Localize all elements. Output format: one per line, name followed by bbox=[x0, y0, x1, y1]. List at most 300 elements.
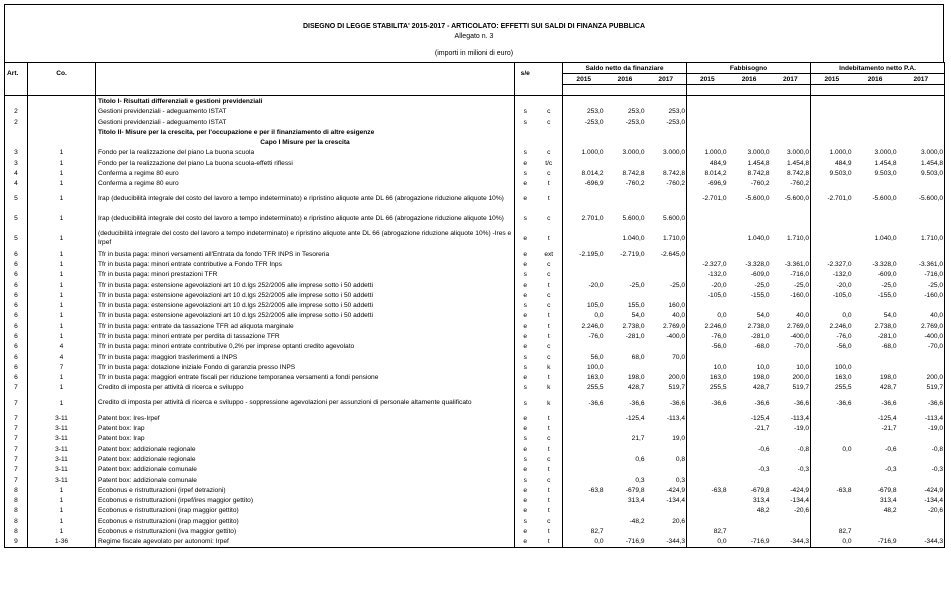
table-row bbox=[5, 496, 945, 506]
cell-value bbox=[563, 475, 605, 485]
cell-value bbox=[687, 127, 728, 137]
cell-art: 7 bbox=[5, 444, 28, 454]
cell-value: 519,7 bbox=[646, 383, 687, 393]
cell-value: -679,8 bbox=[750, 486, 770, 494]
cell-value bbox=[728, 300, 771, 310]
cell-description: Patent box: Irap bbox=[96, 423, 515, 433]
cell-value: 1.040,0 bbox=[874, 235, 897, 243]
cell-value: -25,0 bbox=[881, 281, 897, 289]
cell-type: t bbox=[536, 496, 563, 506]
cell-type: t/c bbox=[536, 158, 563, 168]
cell-value: 253,0 bbox=[646, 107, 687, 117]
cell-value: 0,0 bbox=[842, 445, 852, 453]
table-row bbox=[5, 342, 945, 352]
cell-se: e bbox=[523, 195, 528, 203]
cell-se: s bbox=[523, 476, 527, 484]
cell-co bbox=[28, 117, 96, 127]
cell-value bbox=[563, 270, 605, 280]
cell-type: t bbox=[536, 229, 563, 249]
cell-value: -281,0 bbox=[625, 332, 645, 340]
cell-value bbox=[687, 96, 728, 107]
cell-value: -36,6 bbox=[771, 393, 811, 413]
cell-co bbox=[28, 96, 96, 107]
cell-value: 19,0 bbox=[646, 434, 687, 444]
cell-value bbox=[898, 96, 945, 107]
cell-value bbox=[771, 137, 811, 147]
header-year: 2016 bbox=[605, 74, 646, 85]
cell-value bbox=[728, 526, 771, 536]
effects-table bbox=[4, 62, 945, 548]
header-co: Co. bbox=[28, 63, 96, 85]
cell-value bbox=[563, 189, 605, 209]
cell-value bbox=[728, 352, 771, 362]
cell-type: k bbox=[536, 362, 563, 372]
table-row bbox=[5, 259, 945, 269]
cell-art: 7 bbox=[5, 454, 28, 464]
cell-se: s bbox=[523, 399, 527, 407]
cell-value: 1.000,0 bbox=[581, 149, 604, 157]
cell-value: 0,0 bbox=[717, 312, 727, 320]
cell-value bbox=[605, 127, 646, 137]
cell-co: 1 bbox=[28, 300, 96, 310]
cell-value bbox=[605, 137, 646, 147]
cell-co: 3-11 bbox=[28, 475, 96, 485]
cell-description: Tfr in busta paga: minori entrate per perdita di tassazione TFR bbox=[96, 331, 515, 341]
cell-art: 5 bbox=[5, 229, 28, 249]
cell-value bbox=[646, 158, 687, 168]
cell-value: 1.454,8 bbox=[747, 159, 770, 167]
cell-value: -21,7 bbox=[754, 425, 770, 433]
cell-se: s bbox=[523, 149, 527, 157]
cell-value: -3.361,0 bbox=[771, 259, 811, 269]
cell-se: e bbox=[523, 332, 528, 340]
cell-value bbox=[563, 96, 605, 107]
cell-description: Regime fiscale agevolato per autonomi: Irpef bbox=[96, 537, 515, 548]
cell-value: 100,0 bbox=[586, 363, 604, 371]
cell-value bbox=[563, 444, 605, 454]
cell-value: -400,0 bbox=[771, 331, 811, 341]
cell-value: 48,2 bbox=[756, 507, 770, 515]
header-indebitamento: Indebitamento netto P.A. bbox=[811, 63, 945, 74]
cell-value: -19,0 bbox=[771, 423, 811, 433]
cell-value: -2.327,0 bbox=[827, 260, 852, 268]
cell-value: 2.769,0 bbox=[898, 321, 945, 331]
cell-co: 1 bbox=[28, 526, 96, 536]
cell-value: -76,0 bbox=[836, 332, 852, 340]
cell-value: 163,0 bbox=[835, 374, 852, 382]
cell-description: Conferma a regime 80 euro bbox=[96, 168, 515, 178]
cell-value: 313,4 bbox=[880, 497, 897, 505]
cell-description: Tfr in busta paga: minori entrate contributive a Fondo TFR Inps bbox=[96, 259, 515, 269]
cell-value: -253,0 bbox=[646, 117, 687, 127]
cell-value: 9.503,0 bbox=[829, 170, 852, 178]
cell-value: -132,0 bbox=[832, 271, 852, 279]
table-row bbox=[5, 168, 945, 178]
cell-value: 5.600,0 bbox=[646, 209, 687, 229]
cell-description: Tfr in busta paga: maggiori trasferimenti a INPS bbox=[96, 352, 515, 362]
cell-value: 3.000,0 bbox=[874, 149, 897, 157]
cell-value: -424,9 bbox=[771, 485, 811, 495]
cell-value: -344,3 bbox=[646, 537, 687, 548]
cell-value: -344,3 bbox=[771, 537, 811, 548]
cell-type: c bbox=[536, 342, 563, 352]
title-block bbox=[4, 4, 944, 62]
cell-value: -155,0 bbox=[750, 291, 770, 299]
cell-type: c bbox=[536, 290, 563, 300]
header-year: 2015 bbox=[687, 74, 728, 85]
cell-value: 428,7 bbox=[753, 384, 770, 392]
cell-value: 1.710,0 bbox=[898, 229, 945, 249]
cell-value bbox=[728, 249, 771, 259]
cell-value bbox=[605, 290, 646, 300]
cell-value bbox=[563, 413, 605, 423]
cell-value bbox=[811, 352, 853, 362]
cell-value: 10,0 bbox=[713, 363, 727, 371]
cell-value: -36,6 bbox=[629, 399, 645, 407]
cell-type: c bbox=[536, 168, 563, 178]
cell-value: -424,9 bbox=[898, 485, 945, 495]
cell-value: -5.600,0 bbox=[898, 189, 945, 209]
header-year: 2016 bbox=[728, 74, 771, 85]
cell-value: 8.742,8 bbox=[747, 170, 770, 178]
cell-se: e bbox=[523, 312, 528, 320]
cell-value: 2.246,0 bbox=[581, 322, 604, 330]
cell-se: e bbox=[523, 414, 528, 422]
cell-value: -20,0 bbox=[588, 281, 604, 289]
cell-description: Credito di imposta per attività di ricerca e sviluppo bbox=[96, 383, 515, 393]
cell-value bbox=[771, 475, 811, 485]
cell-value: -2.195,0 bbox=[579, 250, 604, 258]
cell-value: -63,8 bbox=[711, 486, 727, 494]
cell-value: -0,6 bbox=[885, 445, 897, 453]
cell-value bbox=[687, 506, 728, 516]
cell-type: c bbox=[536, 454, 563, 464]
cell-value: -760,2 bbox=[771, 179, 811, 189]
cell-value bbox=[771, 352, 811, 362]
cell-value bbox=[771, 117, 811, 127]
cell-co: 1 bbox=[28, 321, 96, 331]
cell-type: t bbox=[536, 526, 563, 536]
cell-art: 7 bbox=[5, 475, 28, 485]
cell-description: (deducibilità integrale del costo del lavoro a tempo indeterminato) e ripristino aliquote ante DL 66 (abrogazione riduzione aliquote 10%) -Ires e Irpef bbox=[96, 229, 515, 249]
cell-type bbox=[536, 96, 563, 107]
cell-value bbox=[853, 300, 898, 310]
cell-value: -609,0 bbox=[877, 271, 897, 279]
cell-value bbox=[646, 423, 687, 433]
cell-art: 8 bbox=[5, 485, 28, 495]
cell-art: 4 bbox=[5, 168, 28, 178]
cell-value: -160,0 bbox=[771, 290, 811, 300]
cell-description: Patent box: Irap bbox=[96, 434, 515, 444]
cell-art: 6 bbox=[5, 352, 28, 362]
cell-value bbox=[898, 137, 945, 147]
cell-description: Ecobonus e ristrutturazioni (irap maggior gettito) bbox=[96, 516, 515, 526]
cell-value: 1.454,8 bbox=[771, 158, 811, 168]
cell-value: 255,5 bbox=[710, 384, 727, 392]
cell-art: 2 bbox=[5, 107, 28, 117]
cell-co: 1 bbox=[28, 373, 96, 383]
cell-value: 163,0 bbox=[586, 374, 604, 382]
cell-type: c bbox=[536, 259, 563, 269]
table-row bbox=[5, 189, 945, 209]
cell-value bbox=[771, 209, 811, 229]
cell-value: 2.738,0 bbox=[622, 322, 645, 330]
cell-value: -696,9 bbox=[707, 180, 727, 188]
cell-art: 6 bbox=[5, 270, 28, 280]
cell-value bbox=[728, 117, 771, 127]
cell-value: -36,6 bbox=[881, 399, 897, 407]
cell-value: 0,8 bbox=[646, 454, 687, 464]
cell-value: -20,6 bbox=[898, 506, 945, 516]
cell-value: -25,0 bbox=[771, 280, 811, 290]
cell-description: Conferma a regime 80 euro bbox=[96, 179, 515, 189]
cell-type: t bbox=[536, 465, 563, 475]
cell-value: -20,6 bbox=[771, 506, 811, 516]
cell-value bbox=[646, 342, 687, 352]
cell-value bbox=[811, 475, 853, 485]
cell-value: 40,0 bbox=[771, 311, 811, 321]
table-row bbox=[5, 117, 945, 127]
cell-value: 9.503,0 bbox=[898, 168, 945, 178]
table-row bbox=[5, 383, 945, 393]
cell-se: s bbox=[523, 384, 527, 392]
header-se: s/e bbox=[515, 63, 536, 85]
cell-value bbox=[605, 270, 646, 280]
cell-art: 9 bbox=[5, 537, 28, 548]
cell-value bbox=[728, 475, 771, 485]
cell-value bbox=[853, 137, 898, 147]
cell-type: t bbox=[536, 280, 563, 290]
cell-se: e bbox=[523, 486, 528, 494]
cell-co: 3-11 bbox=[28, 434, 96, 444]
cell-value bbox=[563, 342, 605, 352]
cell-value bbox=[898, 107, 945, 117]
cell-value bbox=[728, 209, 771, 229]
cell-value bbox=[646, 96, 687, 107]
cell-se: s bbox=[523, 435, 527, 443]
cell-value: -424,9 bbox=[646, 485, 687, 495]
cell-value bbox=[898, 179, 945, 189]
cell-value: 82,7 bbox=[838, 528, 852, 536]
cell-value: -63,8 bbox=[588, 486, 604, 494]
cell-value: 8.742,8 bbox=[771, 168, 811, 178]
cell-value bbox=[687, 465, 728, 475]
cell-value: -0,3 bbox=[758, 466, 770, 474]
cell-value: -36,6 bbox=[836, 399, 852, 407]
cell-art bbox=[5, 127, 28, 137]
cell-value: -125,4 bbox=[877, 414, 897, 422]
cell-value bbox=[811, 454, 853, 464]
cell-art: 7 bbox=[5, 465, 28, 475]
spreadsheet bbox=[4, 4, 944, 548]
cell-value: -253,0 bbox=[584, 118, 604, 126]
cell-value: -0,3 bbox=[885, 466, 897, 474]
cell-co: 3-11 bbox=[28, 465, 96, 475]
cell-value: 0,0 bbox=[563, 537, 605, 548]
cell-value bbox=[563, 465, 605, 475]
cell-co: 1 bbox=[28, 158, 96, 168]
header-year: 2017 bbox=[898, 74, 945, 85]
cell-se: e bbox=[515, 537, 536, 548]
cell-value bbox=[811, 137, 853, 147]
cell-value bbox=[853, 249, 898, 259]
cell-se bbox=[515, 96, 536, 107]
cell-value: -716,9 bbox=[853, 537, 898, 548]
cell-value: 0,0 bbox=[594, 312, 604, 320]
cell-se: s bbox=[523, 170, 527, 178]
cell-value: 3.000,0 bbox=[747, 149, 770, 157]
table-row bbox=[5, 127, 945, 137]
cell-description: Irap (deducibilità integrale del costo del lavoro a tempo indeterminato) e ripristino aliquote ante DL 66 (abrogazione riduzione aliquote 10%) bbox=[96, 209, 515, 229]
table-row bbox=[5, 148, 945, 158]
cell-value: 0,0 bbox=[687, 537, 728, 548]
cell-description: Ecobonus e ristrutturazioni (iva maggior gettito) bbox=[96, 526, 515, 536]
table-row bbox=[5, 280, 945, 290]
cell-value bbox=[687, 444, 728, 454]
cell-value bbox=[687, 137, 728, 147]
allegato-label: Allegato n. 3 bbox=[454, 33, 494, 40]
cell-type: t bbox=[536, 485, 563, 495]
cell-value bbox=[898, 249, 945, 259]
cell-value: 0,0 bbox=[811, 537, 853, 548]
table-row bbox=[5, 526, 945, 536]
cell-co: 1 bbox=[28, 148, 96, 158]
cell-value: -25,0 bbox=[646, 280, 687, 290]
cell-value bbox=[771, 127, 811, 137]
cell-co: 1 bbox=[28, 168, 96, 178]
cell-value: 519,7 bbox=[898, 383, 945, 393]
table-row bbox=[5, 311, 945, 321]
cell-art: 6 bbox=[5, 280, 28, 290]
header-year: 2015 bbox=[563, 74, 605, 85]
cell-se: s bbox=[523, 455, 527, 463]
cell-value bbox=[646, 465, 687, 475]
cell-value: -56,0 bbox=[836, 343, 852, 351]
cell-value: 160,0 bbox=[646, 300, 687, 310]
cell-value bbox=[687, 475, 728, 485]
table-row bbox=[5, 454, 945, 464]
cell-value: -125,4 bbox=[625, 414, 645, 422]
cell-value: 1.710,0 bbox=[646, 229, 687, 249]
cell-value: -3.361,0 bbox=[898, 259, 945, 269]
cell-value: 198,0 bbox=[627, 374, 645, 382]
cell-description: Tfr in busta paga: minori versamenti all'Entrata da fondo TFR INPS in Tesoreria bbox=[96, 249, 515, 259]
cell-value: 54,0 bbox=[756, 312, 770, 320]
cell-value bbox=[898, 434, 945, 444]
cell-art: 8 bbox=[5, 506, 28, 516]
cell-value: -68,0 bbox=[881, 343, 897, 351]
cell-co: 1 bbox=[28, 270, 96, 280]
cell-type: t bbox=[536, 537, 563, 548]
cell-value bbox=[811, 434, 853, 444]
table-row bbox=[5, 229, 945, 249]
table-row bbox=[5, 537, 945, 548]
cell-value: 253,0 bbox=[586, 108, 604, 116]
cell-description: Tfr in busta paga: minori prestazioni TFR bbox=[96, 270, 515, 280]
cell-value bbox=[728, 127, 771, 137]
cell-type: k bbox=[536, 393, 563, 413]
cell-art: 6 bbox=[5, 290, 28, 300]
cell-value: -253,0 bbox=[625, 118, 645, 126]
cell-description: Tfr in busta paga: estensione agevolazioni art 10 d.lgs 252/2005 alle imprese sotto i 50 addetti bbox=[96, 280, 515, 290]
cell-value bbox=[687, 434, 728, 444]
cell-co: 7 bbox=[28, 362, 96, 372]
cell-value bbox=[898, 526, 945, 536]
cell-art: 3 bbox=[5, 148, 28, 158]
cell-value: -105,0 bbox=[832, 291, 852, 299]
cell-value: 255,5 bbox=[835, 384, 852, 392]
cell-value: -281,0 bbox=[877, 332, 897, 340]
cell-se: e bbox=[523, 291, 528, 299]
cell-value bbox=[605, 158, 646, 168]
table-row bbox=[5, 506, 945, 516]
cell-value: 8.742,8 bbox=[622, 170, 645, 178]
table-row bbox=[5, 475, 945, 485]
cell-type: t bbox=[536, 413, 563, 423]
cell-value: -281,0 bbox=[750, 332, 770, 340]
cell-value: -36,6 bbox=[588, 399, 604, 407]
cell-value: -113,4 bbox=[646, 413, 687, 423]
cell-value: 3.000,0 bbox=[771, 148, 811, 158]
table-row bbox=[5, 434, 945, 444]
cell-value: 105,0 bbox=[586, 302, 604, 310]
cell-se: e bbox=[523, 281, 528, 289]
cell-type: c bbox=[536, 107, 563, 117]
cell-value: -344,3 bbox=[898, 537, 945, 548]
cell-se: s bbox=[523, 271, 527, 279]
cell-art: 5 bbox=[5, 209, 28, 229]
cell-description: Fondo per la realizzazione del piano La buona scuola-effetti riflessi bbox=[96, 158, 515, 168]
cell-type: k bbox=[536, 383, 563, 393]
cell-co: 1 bbox=[28, 259, 96, 269]
cell-value: -400,0 bbox=[646, 331, 687, 341]
cell-value: -25,0 bbox=[898, 280, 945, 290]
cell-value bbox=[898, 454, 945, 464]
cell-value: 198,0 bbox=[880, 374, 897, 382]
cell-value: 484,9 bbox=[835, 159, 852, 167]
cell-value: 5.600,0 bbox=[622, 215, 645, 223]
cell-value bbox=[853, 352, 898, 362]
cell-value bbox=[563, 259, 605, 269]
table-row bbox=[5, 362, 945, 372]
cell-value bbox=[646, 270, 687, 280]
table-row bbox=[5, 107, 945, 117]
cell-description: Tfr in busta paga: estensione agevolazioni art 10 d.lgs 252/2005 alle imprese sotto i 50 addetti bbox=[96, 300, 515, 310]
cell-value: 313,4 bbox=[627, 497, 645, 505]
header-art: Art. bbox=[5, 63, 28, 85]
cell-value: -63,8 bbox=[836, 486, 852, 494]
cell-value bbox=[687, 117, 728, 127]
cell-value bbox=[771, 300, 811, 310]
cell-type: c bbox=[536, 270, 563, 280]
cell-value: -2.719,0 bbox=[620, 250, 645, 258]
cell-description: Gestioni previdenziali - adeguamento ISTAT bbox=[96, 117, 515, 127]
table-row bbox=[5, 321, 945, 331]
table-row bbox=[5, 413, 945, 423]
cell-co bbox=[28, 137, 96, 147]
cell-value: -2.701,0 bbox=[702, 195, 727, 203]
cell-description: Tfr in busta paga: estensione agevolazioni art 10 d.lgs 252/2005 alle imprese sotto i 50 addetti bbox=[96, 290, 515, 300]
table-row bbox=[5, 423, 945, 433]
cell-co: 1 bbox=[28, 516, 96, 526]
cell-description: Patent box: addizionale regionale bbox=[96, 454, 515, 464]
cell-value: 54,0 bbox=[883, 312, 897, 320]
cell-value: 20,6 bbox=[646, 516, 687, 526]
cell-value bbox=[811, 413, 853, 423]
cell-art: 7 bbox=[5, 393, 28, 413]
cell-value: -20,0 bbox=[836, 281, 852, 289]
cell-art: 2 bbox=[5, 117, 28, 127]
